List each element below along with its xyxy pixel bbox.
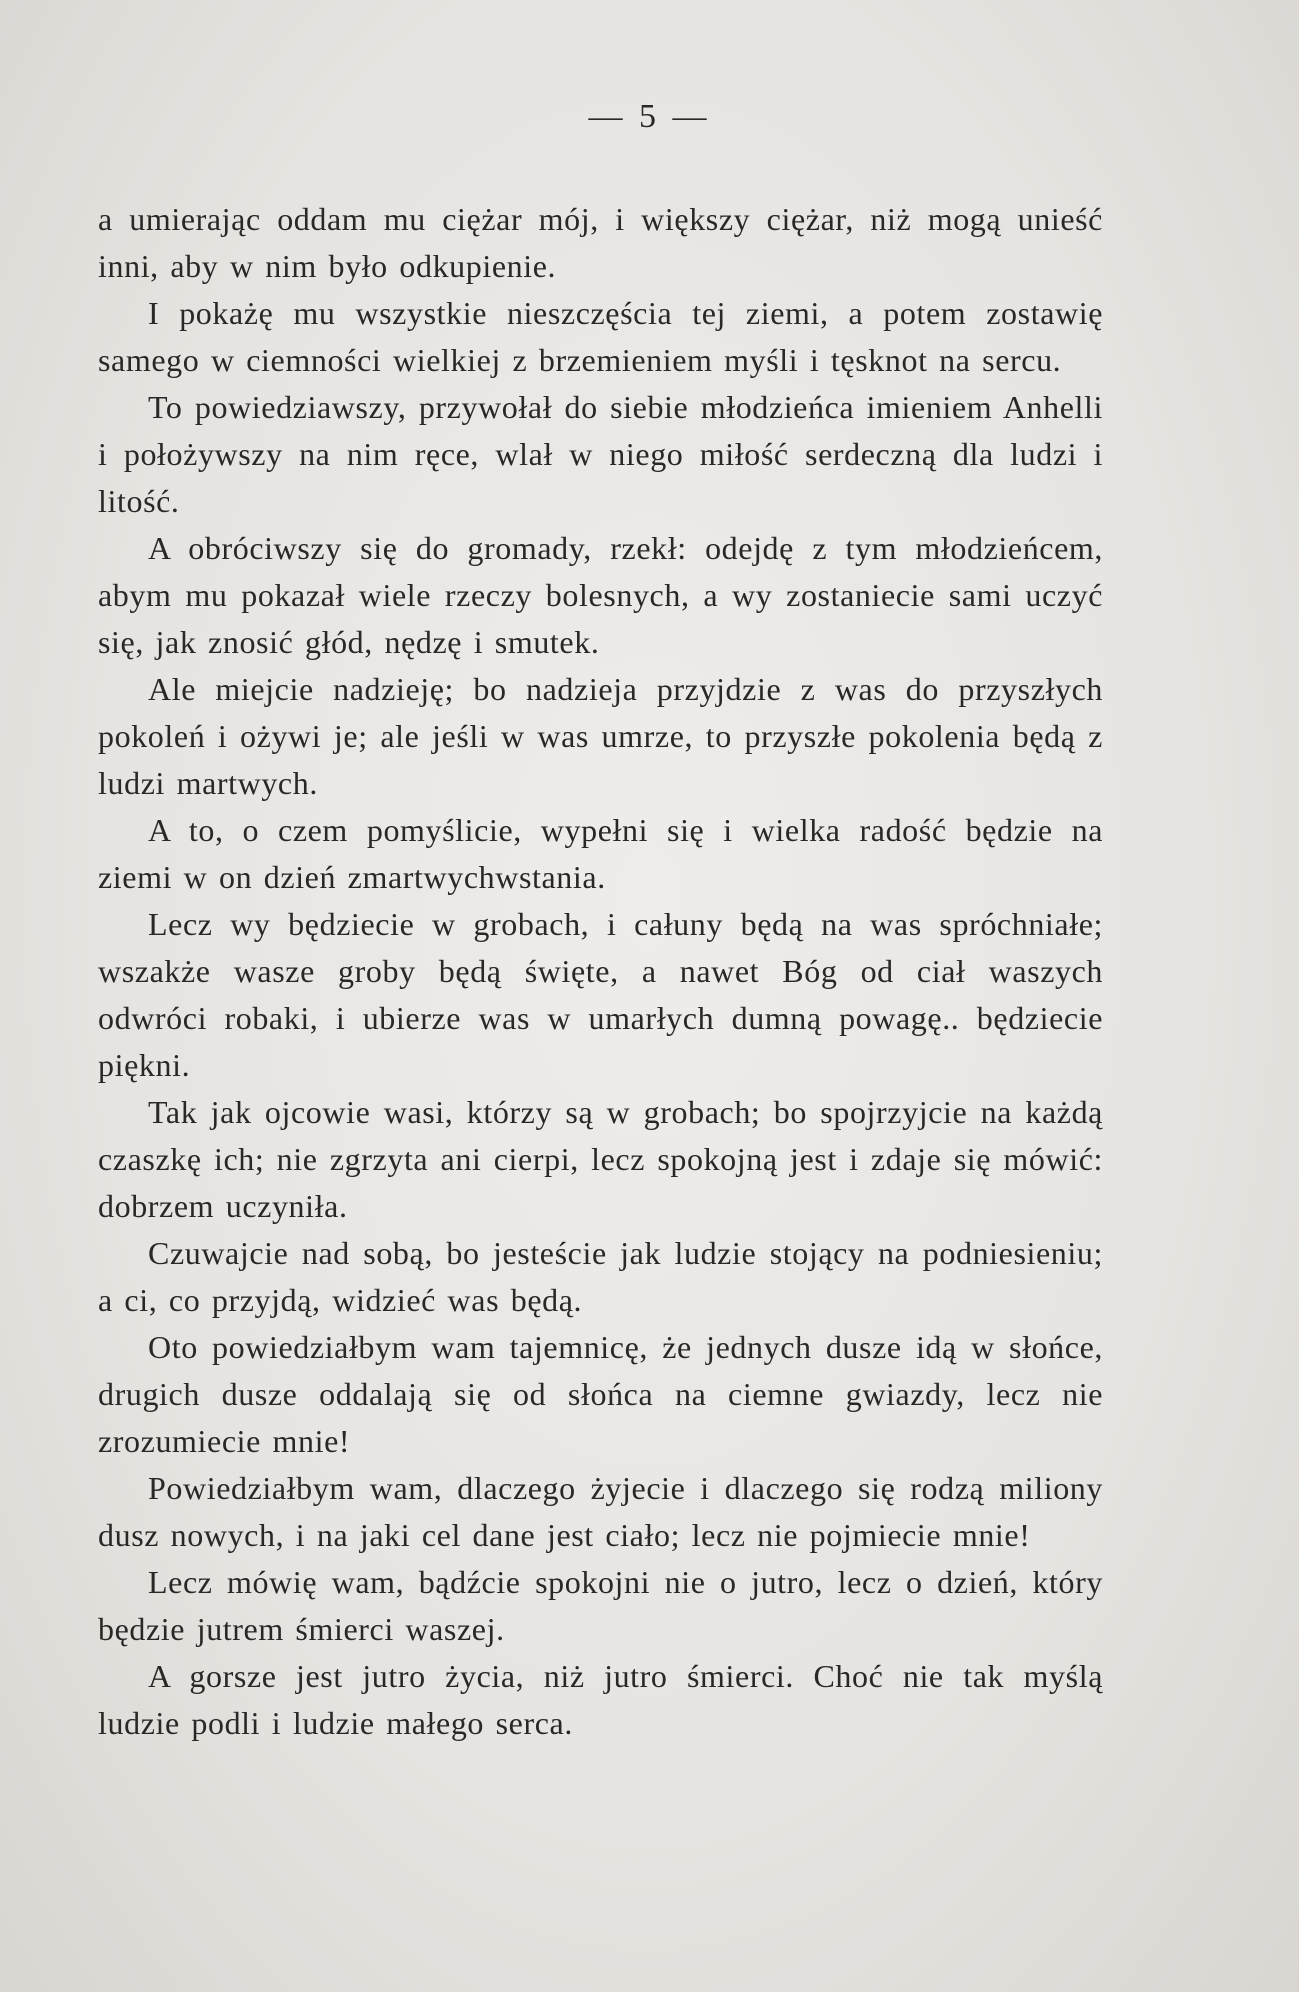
text-body — [98, 196, 1103, 1747]
paragraph: Lecz wy będziecie w grobach, i całuny będą na was spróchniałe; wszakże wasze groby będą święte, a nawet Bóg od ciał waszych odwróci robaki, i ubierze was w umarłych dumną powagę.. będziecie piękni. — [98, 906, 1103, 1083]
paragraph: A obróciwszy się do gromady, rzekł: odejdę z tym młodzieńcem, abym mu pokazał wiele rzeczy bolesnych, a wy zostaniecie sami uczyć się, jak znosić głód, nędzę i smutek. — [98, 530, 1103, 660]
paragraph: A to, o czem pomyślicie, wypełni się i wielka radość będzie na ziemi w on dzień zmartwychwstania. — [98, 812, 1103, 895]
paragraph: To powiedziawszy, przywołał do siebie młodzieńca imieniem Anhelli i położywszy na nim ręce, wlał w niego miłość serdeczną dla ludzi i litość. — [98, 389, 1103, 519]
paragraph: Lecz mówię wam, bądźcie spokojni nie o jutro, lecz o dzień, który będzie jutrem śmierci waszej. — [98, 1564, 1103, 1647]
paragraph: Tak jak ojcowie wasi, którzy są w grobach; bo spojrzyjcie na każdą czaszkę ich; nie zgrzyta ani cierpi, lecz spokojną jest i zdaje się mówić: dobrzem uczyniła. — [98, 1094, 1103, 1224]
page-number: — 5 — — [588, 98, 711, 135]
paragraph: Powiedziałbym wam, dlaczego żyjecie i dlaczego się rodzą miliony dusz nowych, i na jaki cel dane jest ciało; lecz nie pojmiecie mnie! — [98, 1470, 1103, 1553]
paragraph: A gorsze jest jutro życia, niż jutro śmierci. Choć nie tak myślą ludzie podli i ludzie małego serca. — [98, 1658, 1103, 1741]
paragraph: Oto powiedziałbym wam tajemnicę, że jednych dusze idą w słońce, drugich dusze oddalają się od słońca na ciemne gwiazdy, lecz nie zrozumiecie mnie! — [98, 1329, 1103, 1459]
paragraph: Ale miejcie nadzieję; bo nadzieja przyjdzie z was do przyszłych pokoleń i ożywi je; ale jeśli w was umrze, to przyszłe pokolenia będą z ludzi martwych. — [98, 671, 1103, 801]
paragraph: a umierając oddam mu ciężar mój, i większy ciężar, niż mogą unieść inni, aby w nim było odkupienie. — [98, 201, 1103, 284]
paragraph: Czuwajcie nad sobą, bo jesteście jak ludzie stojący na podniesieniu; a ci, co przyjdą, widzieć was będą. — [98, 1235, 1103, 1318]
paragraph: I pokażę mu wszystkie nieszczęścia tej ziemi, a potem zostawię samego w ciemności wielkiej z brzemieniem myśli i tęsknot na sercu. — [98, 295, 1103, 378]
